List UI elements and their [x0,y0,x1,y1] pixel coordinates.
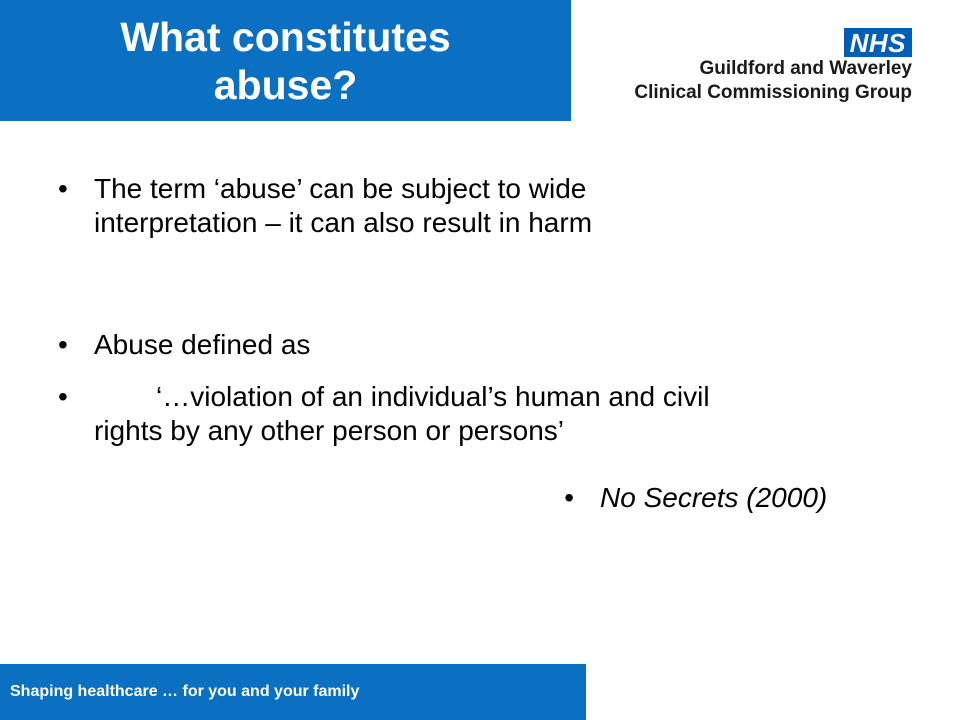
citation-item [564,481,920,515]
logo-org-line-1: Guildford and Waverley [699,58,912,79]
quote-text-line: rights by any other person or persons’ [94,415,565,446]
bullet-marker: • [58,381,68,412]
footer-tagline: Shaping healthcare … for you and your family [10,683,360,700]
footer-banner [0,664,586,720]
logo-org-line-2: Clinical Commissioning Group [634,82,912,103]
bullet-marker: • [58,329,68,360]
bullet-marker: • [58,173,68,204]
bullet-marker: • [564,482,574,513]
bullet-text-line: Abuse defined as [94,329,311,360]
bullet-item [58,172,894,240]
bullet-item [58,328,894,362]
bullet-text-line: interpretation – it can also result in harm [94,207,593,238]
bullet-text-line: The term ‘abuse’ can be subject to wide [94,173,587,204]
slide-title-line-2: abuse? [213,61,358,108]
nhs-badge: NHS [844,28,912,57]
citation-text: No Secrets (2000) [600,482,828,513]
quote-text-line: ‘…violation of an individual’s human and civil [156,381,710,412]
slide-title-line-1: What constitutes [120,13,451,60]
bullet-item [58,380,914,448]
